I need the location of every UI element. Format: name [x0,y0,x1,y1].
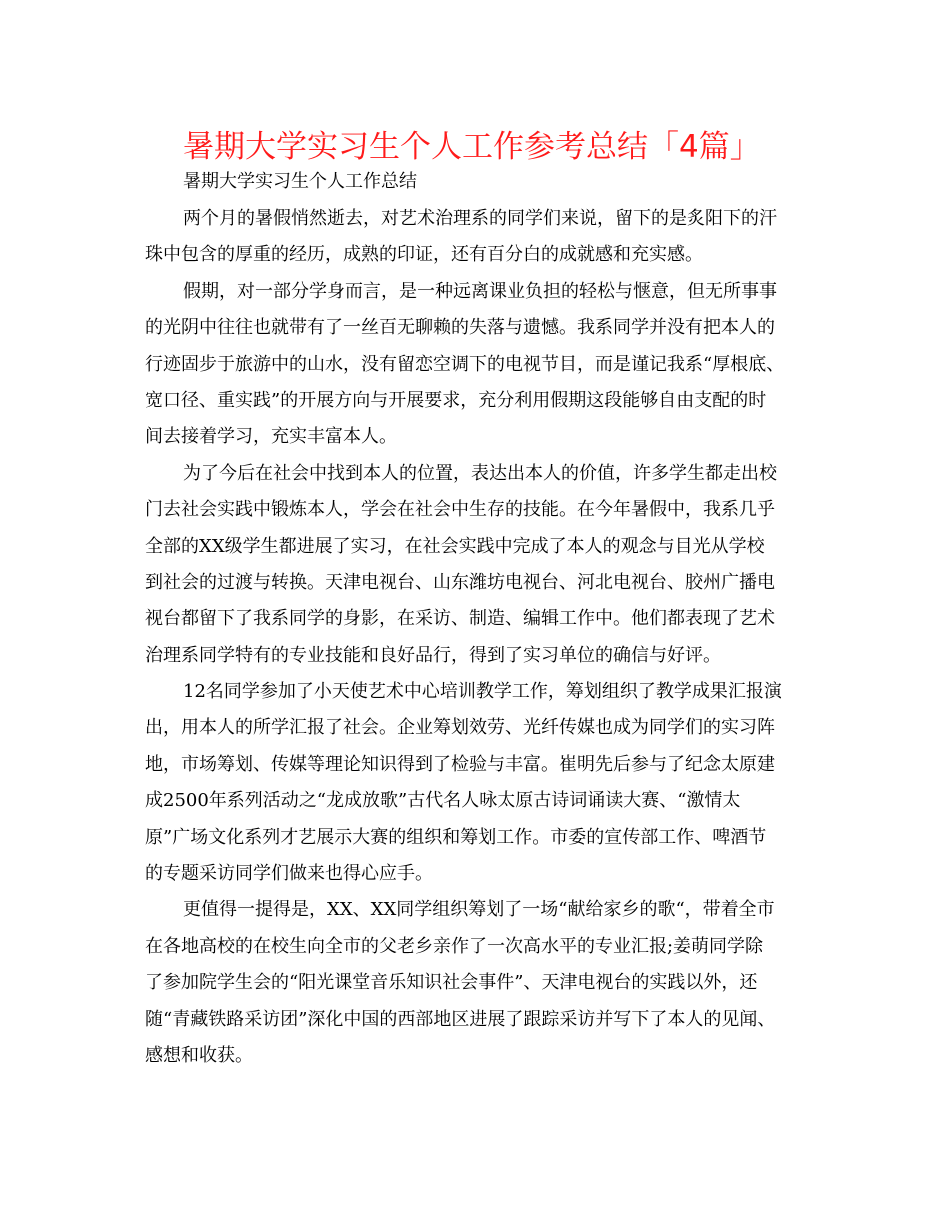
text-line: 感想和收获。 [145,1044,253,1066]
document-title: 暑期大学实习生个人工作参考总结「4篇」 [183,129,761,165]
text-line: 了参加院学生会的“阳光课堂音乐知识社会事件”、天津电视台的实践以外，还 [145,972,758,994]
text-line: 治理系同学特有的专业技能和良好品行，得到了实习单位的确信与好评。 [145,644,721,666]
text-line: 全部的XX级学生都进展了实习，在社会实践中完成了本人的观念与目光从学校 [145,535,765,557]
paragraph [145,456,815,674]
text-line: 的专题采访同学们做来也得心应手。 [145,863,433,885]
text-line: 地，市场筹划、传媒等理论知识得到了检验与丰富。崔明先后参与了纪念太原建 [145,753,775,775]
paragraph [145,674,815,892]
text-line: 为了今后在社会中找到本人的位置，表达出本人的价值，许多学生都走出校 [183,462,777,484]
text-line: 12名同学参加了小天使艺术中心培训教学工作，筹划组织了教学成果汇报演 [183,681,782,703]
text-line: 行迹固步于旅游中的山水，没有留恋空调下的电视节目，而是谨记我系“厚根底、 [145,353,785,375]
text-line: 原”广场文化系列才艺展示大赛的组织和筹划工作。市委的宣传部工作、啤酒节 [145,826,767,848]
paragraph [145,274,815,456]
text-line: 宽口径、重实践”的开展方向与开展要求，充分利用假期这段能够自由支配的时 [145,389,767,411]
document-subtitle: 暑期大学实习生个人工作总结 [183,171,417,192]
text-line: 到社会的过渡与转换。天津电视台、山东潍坊电视台、河北电视台、胶州广播电 [145,571,775,593]
text-line: 在各地高校的在校生向全市的父老乡亲作了一次高水平的专业汇报;姜萌同学除 [145,935,764,957]
text-line: 更值得一提得是，XX、XX同学组织筹划了一场“献给家乡的歌“，带着全市 [183,899,775,921]
text-line: 间去接着学习，充实丰富本人。 [145,426,397,448]
text-line: 两个月的暑假悄然逝去，对艺术治理系的同学们来说，留下的是炙阳下的汗 [183,208,777,229]
text-line: 假期，对一部分学身而言，是一种远离课业负担的轻松与惬意，但无所事事 [183,280,777,302]
text-line: 出，用本人的所学汇报了社会。企业筹划效劳、光纤传媒也成为同学们的实习阵 [145,717,775,739]
text-line: 视台都留下了我系同学的身影，在采访、制造、编辑工作中。他们都表现了艺术 [145,608,775,630]
paragraph [145,892,815,1074]
text-line: 的光阴中往往也就带有了一丝百无聊赖的失落与遗憾。我系同学并没有把本人的 [145,317,775,339]
text-line: 珠中包含的厚重的经历，成熟的印证，还有百分白的成就感和充实感。 [145,244,703,266]
text-line: 随“青藏铁路采访团”深化中国的西部地区进展了跟踪采访并写下了本人的见闻、 [145,1008,776,1030]
text-line: 成2500年系列活动之“龙成放歌”古代名人咏太原古诗词诵读大赛、“激情太 [145,790,741,812]
paragraph [145,201,815,274]
text-line: 门去社会实践中锻炼本人，学会在社会中生存的技能。在今年暑假中，我系几乎 [145,499,775,521]
document-body [145,201,815,1074]
